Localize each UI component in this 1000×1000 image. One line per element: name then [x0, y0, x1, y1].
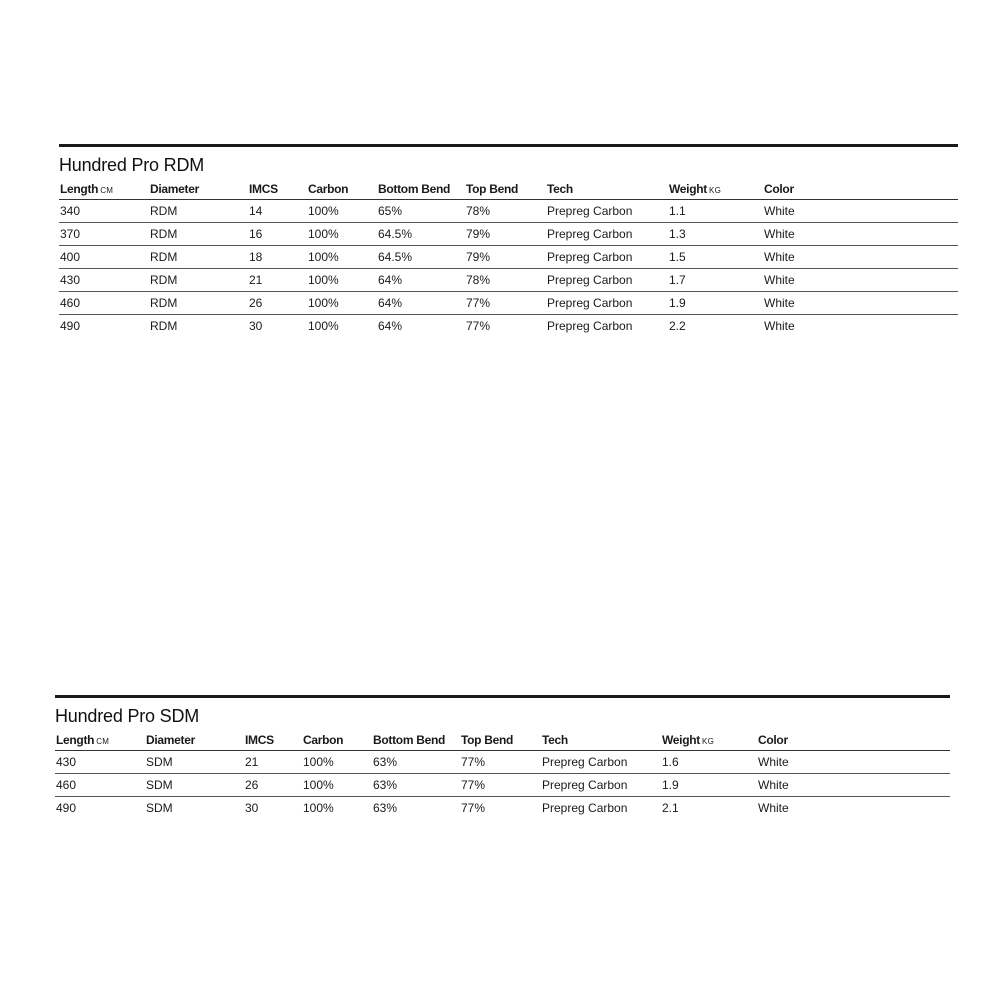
cell-length: 430: [59, 269, 149, 292]
cell-length: 430: [55, 751, 145, 774]
cell-length: 490: [56, 801, 77, 815]
length-unit: CM: [100, 185, 114, 195]
table-row: [55, 751, 950, 774]
col-diameter-header: Diameter: [149, 178, 248, 200]
cell-top-bend: 78%: [465, 269, 546, 292]
cell-weight: 1.5: [668, 246, 763, 269]
cell-color: White: [763, 246, 958, 269]
table-row: [55, 797, 950, 820]
cell-length: 400: [59, 246, 149, 269]
col-weight-header: Weight KG: [661, 729, 757, 751]
table-row: [59, 223, 958, 246]
cell-color: White: [763, 269, 958, 292]
cell-diameter: SDM: [145, 751, 244, 774]
weight-unit: KG: [701, 736, 715, 746]
cell-bottom-bend: 64%: [377, 269, 465, 292]
cell-bottom-bend: 64.5%: [377, 246, 465, 269]
cell-diameter: RDM: [149, 246, 248, 269]
cell-top-bend: 77%: [460, 751, 541, 774]
cell-tech: Prepreg Carbon: [541, 751, 661, 774]
top-rule: [59, 144, 958, 147]
col-length-header: Length CM: [59, 178, 149, 200]
cell-carbon: 100%: [302, 774, 372, 797]
cell-color: White: [763, 223, 958, 246]
cell-tech: Prepreg Carbon: [547, 319, 633, 333]
cell-weight: 1.3: [668, 223, 763, 246]
col-tech-header: Tech: [541, 729, 661, 751]
cell-color: White: [764, 319, 795, 333]
cell-carbon: 100%: [307, 223, 377, 246]
cell-color: White: [758, 801, 789, 815]
cell-weight: 1.7: [668, 269, 763, 292]
col-carbon-header: Carbon: [302, 729, 372, 751]
col-imcs-header: IMCS: [244, 729, 302, 751]
cell-length: 460: [55, 774, 145, 797]
cell-weight: 1.1: [668, 200, 763, 223]
cell-imcs: 30: [249, 319, 263, 333]
weight-unit: KG: [708, 185, 722, 195]
cell-weight: 1.6: [661, 751, 757, 774]
cell-weight: 1.9: [661, 774, 757, 797]
cell-color: White: [763, 292, 958, 315]
cell-top-bend: 79%: [465, 223, 546, 246]
cell-imcs: 18: [248, 246, 307, 269]
col-diameter-header: Diameter: [145, 729, 244, 751]
col-bottom-bend-header: Bottom Bend: [372, 729, 460, 751]
cell-bottom-bend: 64%: [377, 292, 465, 315]
col-top-bend-header: Top Bend: [465, 178, 546, 200]
length-unit: CM: [96, 736, 110, 746]
cell-imcs: 26: [248, 292, 307, 315]
cell-diameter: SDM: [145, 774, 244, 797]
table-row: [59, 200, 958, 223]
cell-imcs: 21: [248, 269, 307, 292]
cell-color: White: [757, 751, 950, 774]
table-title: Hundred Pro RDM: [59, 155, 205, 175]
cell-length: 490: [60, 319, 81, 333]
col-weight-header: Weight KG: [668, 178, 763, 200]
cell-tech: Prepreg Carbon: [546, 269, 668, 292]
cell-tech: Prepreg Carbon: [541, 774, 661, 797]
cell-top-bend: 77%: [460, 774, 541, 797]
spec-table-grid: [59, 178, 958, 337]
col-top-bend-header: Top Bend: [460, 729, 541, 751]
col-length-header: Length CM: [55, 729, 145, 751]
table-row: [59, 292, 958, 315]
spec-table-sdm: [55, 695, 950, 819]
cell-bottom-bend: 64.5%: [377, 223, 465, 246]
cell-carbon: 100%: [307, 269, 377, 292]
cell-imcs: 16: [248, 223, 307, 246]
cell-carbon: 100%: [308, 319, 339, 333]
cell-bottom-bend: 64%: [378, 319, 403, 333]
cell-top-bend: 77%: [466, 319, 491, 333]
cell-diameter: RDM: [149, 269, 248, 292]
cell-carbon: 100%: [303, 801, 334, 815]
cell-tech: Prepreg Carbon: [546, 200, 668, 223]
table-row: [59, 246, 958, 269]
col-color-header: Color: [757, 729, 950, 751]
cell-top-bend: 78%: [465, 200, 546, 223]
cell-weight: 2.2: [669, 319, 686, 333]
cell-top-bend: 77%: [465, 292, 546, 315]
table-title: Hundred Pro SDM: [55, 706, 200, 726]
cell-diameter: RDM: [149, 223, 248, 246]
cell-tech: Prepreg Carbon: [546, 292, 668, 315]
header-row: [55, 729, 950, 751]
col-color-header: Color: [763, 178, 958, 200]
cell-imcs: 21: [244, 751, 302, 774]
cell-top-bend: 79%: [465, 246, 546, 269]
cell-tech: Prepreg Carbon: [542, 801, 628, 815]
cell-imcs: 30: [245, 801, 259, 815]
col-tech-header: Tech: [546, 178, 668, 200]
top-rule: [55, 695, 950, 698]
cell-imcs: 26: [244, 774, 302, 797]
spec-table-rdm: [59, 144, 958, 337]
cell-carbon: 100%: [307, 246, 377, 269]
cell-bottom-bend: 65%: [377, 200, 465, 223]
cell-carbon: 100%: [307, 292, 377, 315]
cell-carbon: 100%: [302, 751, 372, 774]
col-imcs-header: IMCS: [248, 178, 307, 200]
cell-carbon: 100%: [307, 200, 377, 223]
cell-bottom-bend: 63%: [373, 801, 398, 815]
cell-bottom-bend: 63%: [372, 751, 460, 774]
cell-length: 460: [59, 292, 149, 315]
cell-diameter: RDM: [150, 319, 178, 333]
table-row: [59, 269, 958, 292]
cell-top-bend: 77%: [461, 801, 486, 815]
cell-weight: 1.9: [668, 292, 763, 315]
cell-tech: Prepreg Carbon: [546, 246, 668, 269]
cell-diameter: SDM: [146, 801, 173, 815]
table-row: [55, 774, 950, 797]
col-bottom-bend-header: Bottom Bend: [377, 178, 465, 200]
cell-color: White: [757, 774, 950, 797]
cell-bottom-bend: 63%: [372, 774, 460, 797]
cell-weight: 2.1: [662, 801, 679, 815]
cell-length: 340: [59, 200, 149, 223]
spec-table-grid: [55, 729, 950, 819]
cell-imcs: 14: [248, 200, 307, 223]
header-row: [59, 178, 958, 200]
col-carbon-header: Carbon: [307, 178, 377, 200]
cell-color: White: [763, 200, 958, 223]
cell-diameter: RDM: [149, 200, 248, 223]
cell-length: 370: [59, 223, 149, 246]
cell-diameter: RDM: [149, 292, 248, 315]
cell-tech: Prepreg Carbon: [546, 223, 668, 246]
table-row: [59, 315, 958, 338]
